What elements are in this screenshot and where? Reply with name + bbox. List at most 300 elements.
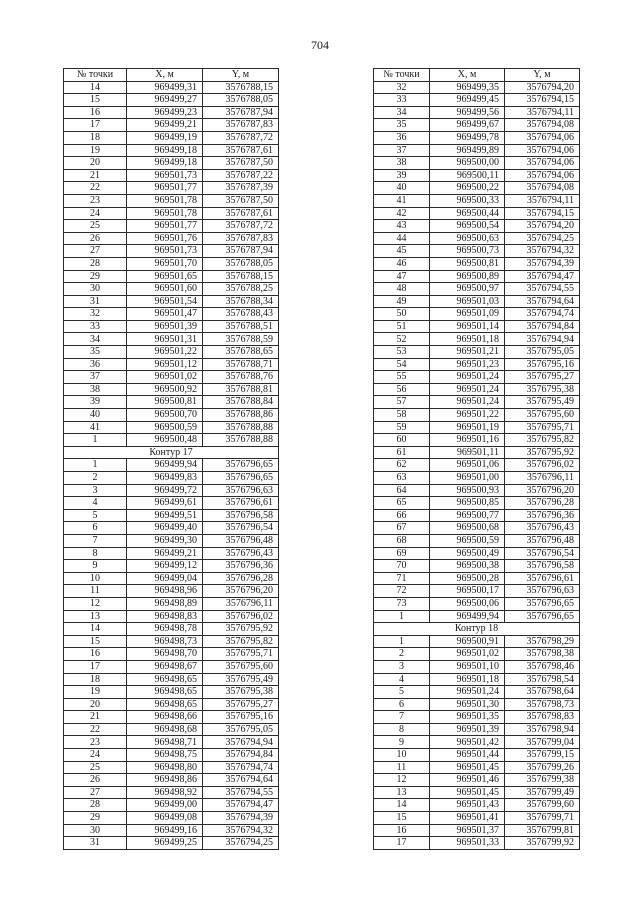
point-number-cell: 22 [64, 723, 127, 736]
table-row [374, 144, 580, 157]
x-coordinate-cell: 969500,28 [430, 572, 505, 585]
y-coordinate-cell: 3576794,32 [203, 824, 279, 837]
x-coordinate-cell: 969498,78 [127, 623, 203, 636]
point-number-cell: 9 [374, 736, 430, 749]
y-coordinate-cell: 3576794,20 [505, 220, 580, 233]
point-number-cell: 36 [64, 358, 127, 371]
point-number-cell: 63 [374, 472, 430, 485]
y-coordinate-cell: 3576788,81 [203, 383, 279, 396]
y-coordinate-cell: 3576796,58 [505, 560, 580, 573]
point-number-cell: 21 [64, 711, 127, 724]
point-number-cell: 23 [64, 736, 127, 749]
point-number-cell: 14 [64, 623, 127, 636]
x-coordinate-cell: 969500,49 [430, 547, 505, 560]
x-coordinate-cell: 969501,78 [127, 194, 203, 207]
x-coordinate-cell: 969501,09 [430, 308, 505, 321]
table-header-row [374, 69, 580, 82]
x-coordinate-cell: 969501,24 [430, 383, 505, 396]
point-number-cell: 10 [374, 749, 430, 762]
y-coordinate-cell: 3576799,71 [505, 812, 580, 825]
table-row [64, 660, 279, 673]
point-number-cell: 6 [374, 698, 430, 711]
x-coordinate-cell: 969498,67 [127, 660, 203, 673]
point-number-cell: 60 [374, 434, 430, 447]
table-row [64, 119, 279, 132]
y-coordinate-cell: 3576794,06 [505, 144, 580, 157]
header-point-number: № точки [64, 69, 127, 82]
x-coordinate-cell: 969501,03 [430, 295, 505, 308]
x-coordinate-cell: 969499,12 [127, 560, 203, 573]
x-coordinate-cell: 969500,11 [430, 169, 505, 182]
table-row [374, 245, 580, 258]
point-number-cell: 33 [64, 320, 127, 333]
point-number-cell: 49 [374, 295, 430, 308]
table-row [64, 534, 279, 547]
table-row [374, 131, 580, 144]
x-coordinate-cell: 969501,43 [430, 799, 505, 812]
point-number-cell: 8 [374, 723, 430, 736]
y-coordinate-cell: 3576799,60 [505, 799, 580, 812]
y-coordinate-cell: 3576787,50 [203, 194, 279, 207]
table-row [64, 232, 279, 245]
x-coordinate-cell: 969501,23 [430, 358, 505, 371]
x-coordinate-cell: 969501,31 [127, 333, 203, 346]
contour-label: Контур 17 [64, 446, 279, 459]
x-coordinate-cell: 969501,73 [127, 169, 203, 182]
point-number-cell: 67 [374, 522, 430, 535]
point-number-cell: 51 [374, 320, 430, 333]
table-row [64, 686, 279, 699]
x-coordinate-cell: 969500,89 [430, 270, 505, 283]
point-number-cell: 41 [64, 421, 127, 434]
table-row [374, 686, 580, 699]
x-coordinate-cell: 969501,47 [127, 308, 203, 321]
point-number-cell: 52 [374, 333, 430, 346]
table-row [374, 194, 580, 207]
x-coordinate-cell: 969500,77 [430, 509, 505, 522]
table-row [374, 484, 580, 497]
x-coordinate-cell: 969499,45 [430, 94, 505, 107]
x-coordinate-cell: 969498,70 [127, 648, 203, 661]
table-row [64, 81, 279, 94]
table-row [64, 346, 279, 359]
table-row [64, 194, 279, 207]
table-row [374, 383, 580, 396]
table-row [64, 169, 279, 182]
table-row [374, 320, 580, 333]
header-y: Y, м [505, 69, 580, 82]
x-coordinate-cell: 969499,51 [127, 509, 203, 522]
x-coordinate-cell: 969500,59 [430, 534, 505, 547]
table-row [64, 610, 279, 623]
table-row [374, 774, 580, 787]
table-row [374, 522, 580, 535]
point-number-cell: 3 [64, 484, 127, 497]
x-coordinate-cell: 969498,65 [127, 686, 203, 699]
table-row [374, 560, 580, 573]
header-y: Y, м [203, 69, 279, 82]
x-coordinate-cell: 969499,16 [127, 824, 203, 837]
point-number-cell: 24 [64, 749, 127, 762]
x-coordinate-cell: 969501,19 [430, 421, 505, 434]
x-coordinate-cell: 969501,18 [430, 333, 505, 346]
point-number-cell: 54 [374, 358, 430, 371]
y-coordinate-cell: 3576794,11 [505, 194, 580, 207]
header-x: X, м [430, 69, 505, 82]
x-coordinate-cell: 969501,78 [127, 207, 203, 220]
y-coordinate-cell: 3576798,73 [505, 698, 580, 711]
table-row [374, 723, 580, 736]
y-coordinate-cell: 3576795,38 [203, 686, 279, 699]
table-row [374, 119, 580, 132]
y-coordinate-cell: 3576795,16 [203, 711, 279, 724]
table-row [64, 459, 279, 472]
point-number-cell: 21 [64, 169, 127, 182]
y-coordinate-cell: 3576788,84 [203, 396, 279, 409]
point-number-cell: 12 [64, 597, 127, 610]
point-number-cell: 34 [64, 333, 127, 346]
table-row [374, 812, 580, 825]
point-number-cell: 55 [374, 371, 430, 384]
table-row [64, 434, 279, 447]
y-coordinate-cell: 3576798,64 [505, 686, 580, 699]
table-row [374, 585, 580, 598]
point-number-cell: 41 [374, 194, 430, 207]
x-coordinate-cell: 969498,92 [127, 786, 203, 799]
point-number-cell: 25 [64, 220, 127, 233]
y-coordinate-cell: 3576796,65 [505, 597, 580, 610]
x-coordinate-cell: 969501,22 [127, 346, 203, 359]
y-coordinate-cell: 3576799,15 [505, 749, 580, 762]
x-coordinate-cell: 969501,65 [127, 270, 203, 283]
y-coordinate-cell: 3576794,08 [505, 119, 580, 132]
table-row [64, 358, 279, 371]
table-row [374, 446, 580, 459]
y-coordinate-cell: 3576787,61 [203, 207, 279, 220]
y-coordinate-cell: 3576787,50 [203, 157, 279, 170]
y-coordinate-cell: 3576798,46 [505, 660, 580, 673]
table-row [64, 295, 279, 308]
point-number-cell: 5 [374, 686, 430, 699]
y-coordinate-cell: 3576795,92 [505, 446, 580, 459]
x-coordinate-cell: 969501,06 [430, 459, 505, 472]
table-row [374, 169, 580, 182]
table-row [374, 711, 580, 724]
y-coordinate-cell: 3576794,06 [505, 131, 580, 144]
table-row [64, 711, 279, 724]
coordinates-table-left [63, 68, 279, 850]
table-row [64, 547, 279, 560]
table-row [64, 723, 279, 736]
y-coordinate-cell: 3576796,02 [505, 459, 580, 472]
y-coordinate-cell: 3576788,15 [203, 81, 279, 94]
table-row [374, 106, 580, 119]
y-coordinate-cell: 3576796,20 [505, 484, 580, 497]
y-coordinate-cell: 3576787,72 [203, 220, 279, 233]
y-coordinate-cell: 3576788,51 [203, 320, 279, 333]
table-row [374, 786, 580, 799]
y-coordinate-cell: 3576788,05 [203, 257, 279, 270]
point-number-cell: 5 [64, 509, 127, 522]
y-coordinate-cell: 3576798,54 [505, 673, 580, 686]
x-coordinate-cell: 969498,86 [127, 774, 203, 787]
x-coordinate-cell: 969499,30 [127, 534, 203, 547]
point-number-cell: 20 [64, 698, 127, 711]
point-number-cell: 31 [64, 295, 127, 308]
point-number-cell: 7 [64, 534, 127, 547]
point-number-cell: 9 [64, 560, 127, 573]
point-number-cell: 15 [374, 812, 430, 825]
point-number-cell: 56 [374, 383, 430, 396]
table-row [374, 572, 580, 585]
table-row [64, 421, 279, 434]
point-number-cell: 15 [64, 94, 127, 107]
y-coordinate-cell: 3576796,20 [203, 585, 279, 598]
y-coordinate-cell: 3576799,26 [505, 761, 580, 774]
y-coordinate-cell: 3576794,64 [203, 774, 279, 787]
y-coordinate-cell: 3576795,38 [505, 383, 580, 396]
x-coordinate-cell: 969499,00 [127, 799, 203, 812]
y-coordinate-cell: 3576788,25 [203, 283, 279, 296]
table-row [64, 648, 279, 661]
table-row [64, 824, 279, 837]
point-number-cell: 26 [64, 774, 127, 787]
x-coordinate-cell: 969500,92 [127, 383, 203, 396]
point-number-cell: 62 [374, 459, 430, 472]
y-coordinate-cell: 3576794,15 [505, 207, 580, 220]
y-coordinate-cell: 3576788,88 [203, 434, 279, 447]
point-number-cell: 46 [374, 257, 430, 270]
point-number-cell: 15 [64, 635, 127, 648]
x-coordinate-cell: 969501,46 [430, 774, 505, 787]
x-coordinate-cell: 969501,18 [430, 673, 505, 686]
table-row [374, 648, 580, 661]
x-coordinate-cell: 969500,97 [430, 283, 505, 296]
table-row [64, 472, 279, 485]
x-coordinate-cell: 969499,04 [127, 572, 203, 585]
point-number-cell: 45 [374, 245, 430, 258]
y-coordinate-cell: 3576788,88 [203, 421, 279, 434]
x-coordinate-cell: 969500,06 [430, 597, 505, 610]
point-number-cell: 23 [64, 194, 127, 207]
table-row [64, 182, 279, 195]
point-number-cell: 11 [374, 761, 430, 774]
x-coordinate-cell: 969501,02 [430, 648, 505, 661]
table-row [64, 220, 279, 233]
point-number-cell: 35 [64, 346, 127, 359]
y-coordinate-cell: 3576788,34 [203, 295, 279, 308]
y-coordinate-cell: 3576794,06 [505, 157, 580, 170]
table-row [374, 749, 580, 762]
y-coordinate-cell: 3576795,92 [203, 623, 279, 636]
point-number-cell: 31 [64, 837, 127, 850]
y-coordinate-cell: 3576794,25 [203, 837, 279, 850]
x-coordinate-cell: 969501,21 [430, 346, 505, 359]
x-coordinate-cell: 969501,24 [430, 686, 505, 699]
y-coordinate-cell: 3576795,16 [505, 358, 580, 371]
point-number-cell: 7 [374, 711, 430, 724]
point-number-cell: 71 [374, 572, 430, 585]
y-coordinate-cell: 3576799,92 [505, 837, 580, 850]
y-coordinate-cell: 3576794,84 [203, 749, 279, 762]
point-number-cell: 25 [64, 761, 127, 774]
y-coordinate-cell: 3576794,08 [505, 182, 580, 195]
x-coordinate-cell: 969501,60 [127, 283, 203, 296]
x-coordinate-cell: 969501,77 [127, 182, 203, 195]
x-coordinate-cell: 969499,56 [430, 106, 505, 119]
y-coordinate-cell: 3576794,25 [505, 232, 580, 245]
point-number-cell: 2 [374, 648, 430, 661]
x-coordinate-cell: 969499,27 [127, 94, 203, 107]
y-coordinate-cell: 3576788,15 [203, 270, 279, 283]
y-coordinate-cell: 3576796,43 [505, 522, 580, 535]
x-coordinate-cell: 969500,33 [430, 194, 505, 207]
x-coordinate-cell: 969501,37 [430, 824, 505, 837]
y-coordinate-cell: 3576798,29 [505, 635, 580, 648]
y-coordinate-cell: 3576796,43 [203, 547, 279, 560]
table-body-left [64, 81, 279, 849]
y-coordinate-cell: 3576799,38 [505, 774, 580, 787]
y-coordinate-cell: 3576796,36 [505, 509, 580, 522]
x-coordinate-cell: 969498,75 [127, 749, 203, 762]
x-coordinate-cell: 969501,73 [127, 245, 203, 258]
x-coordinate-cell: 969498,68 [127, 723, 203, 736]
table-row [374, 94, 580, 107]
table-row [374, 698, 580, 711]
y-coordinate-cell: 3576795,27 [505, 371, 580, 384]
table-row [374, 434, 580, 447]
x-coordinate-cell: 969501,33 [430, 837, 505, 850]
x-coordinate-cell: 969500,38 [430, 560, 505, 573]
x-coordinate-cell: 969499,35 [430, 81, 505, 94]
x-coordinate-cell: 969499,25 [127, 837, 203, 850]
y-coordinate-cell: 3576788,43 [203, 308, 279, 321]
x-coordinate-cell: 969501,77 [127, 220, 203, 233]
y-coordinate-cell: 3576787,39 [203, 182, 279, 195]
point-number-cell: 27 [64, 245, 127, 258]
table-row [64, 257, 279, 270]
x-coordinate-cell: 969499,18 [127, 144, 203, 157]
table-row [374, 333, 580, 346]
x-coordinate-cell: 969501,70 [127, 257, 203, 270]
y-coordinate-cell: 3576795,82 [203, 635, 279, 648]
table-row [64, 308, 279, 321]
point-number-cell: 22 [64, 182, 127, 195]
y-coordinate-cell: 3576795,05 [203, 723, 279, 736]
point-number-cell: 57 [374, 396, 430, 409]
x-coordinate-cell: 969500,93 [430, 484, 505, 497]
x-coordinate-cell: 969499,83 [127, 472, 203, 485]
x-coordinate-cell: 969499,31 [127, 81, 203, 94]
y-coordinate-cell: 3576787,72 [203, 131, 279, 144]
y-coordinate-cell: 3576796,61 [505, 572, 580, 585]
x-coordinate-cell: 969501,44 [430, 749, 505, 762]
x-coordinate-cell: 969500,17 [430, 585, 505, 598]
y-coordinate-cell: 3576795,60 [505, 409, 580, 422]
point-number-cell: 20 [64, 157, 127, 170]
x-coordinate-cell: 969501,16 [430, 434, 505, 447]
y-coordinate-cell: 3576799,49 [505, 786, 580, 799]
table-row [64, 673, 279, 686]
point-number-cell: 28 [64, 257, 127, 270]
y-coordinate-cell: 3576796,65 [203, 459, 279, 472]
table-row [374, 597, 580, 610]
x-coordinate-cell: 969501,11 [430, 446, 505, 459]
x-coordinate-cell: 969499,21 [127, 547, 203, 560]
point-number-cell: 13 [374, 786, 430, 799]
x-coordinate-cell: 969499,94 [127, 459, 203, 472]
point-number-cell: 1 [374, 635, 430, 648]
point-number-cell: 4 [374, 673, 430, 686]
table-row [374, 371, 580, 384]
y-coordinate-cell: 3576796,48 [505, 534, 580, 547]
point-number-cell: 43 [374, 220, 430, 233]
table-row [64, 749, 279, 762]
point-number-cell: 37 [374, 144, 430, 157]
table-row [64, 94, 279, 107]
y-coordinate-cell: 3576794,64 [505, 295, 580, 308]
table-row [64, 585, 279, 598]
y-coordinate-cell: 3576794,06 [505, 169, 580, 182]
y-coordinate-cell: 3576796,65 [505, 610, 580, 623]
y-coordinate-cell: 3576794,15 [505, 94, 580, 107]
table-row [64, 333, 279, 346]
table-row [64, 837, 279, 850]
table-row [374, 346, 580, 359]
table-row [374, 761, 580, 774]
table-row [374, 660, 580, 673]
x-coordinate-cell: 969501,24 [430, 371, 505, 384]
table-row [64, 560, 279, 573]
table-row [64, 698, 279, 711]
table-row [64, 106, 279, 119]
x-coordinate-cell: 969500,91 [430, 635, 505, 648]
y-coordinate-cell: 3576796,63 [203, 484, 279, 497]
x-coordinate-cell: 969500,59 [127, 421, 203, 434]
x-coordinate-cell: 969500,85 [430, 497, 505, 510]
x-coordinate-cell: 969501,41 [430, 812, 505, 825]
table-row [64, 522, 279, 535]
x-coordinate-cell: 969500,81 [127, 396, 203, 409]
table-row [64, 131, 279, 144]
page-number: 704 [311, 38, 329, 52]
table-row [374, 220, 580, 233]
point-number-cell: 30 [64, 824, 127, 837]
x-coordinate-cell: 969500,73 [430, 245, 505, 258]
y-coordinate-cell: 3576795,60 [203, 660, 279, 673]
point-number-cell: 68 [374, 534, 430, 547]
y-coordinate-cell: 3576795,71 [505, 421, 580, 434]
point-number-cell: 40 [374, 182, 430, 195]
point-number-cell: 37 [64, 371, 127, 384]
point-number-cell: 19 [64, 686, 127, 699]
point-number-cell: 18 [64, 673, 127, 686]
x-coordinate-cell: 969501,45 [430, 761, 505, 774]
point-number-cell: 16 [64, 106, 127, 119]
x-coordinate-cell: 969501,14 [430, 320, 505, 333]
point-number-cell: 6 [64, 522, 127, 535]
point-number-cell: 11 [64, 585, 127, 598]
table-row [374, 257, 580, 270]
x-coordinate-cell: 969498,80 [127, 761, 203, 774]
y-coordinate-cell: 3576796,36 [203, 560, 279, 573]
y-coordinate-cell: 3576796,48 [203, 534, 279, 547]
point-number-cell: 29 [64, 270, 127, 283]
table-row [374, 509, 580, 522]
x-coordinate-cell: 969501,02 [127, 371, 203, 384]
x-coordinate-cell: 969498,96 [127, 585, 203, 598]
point-number-cell: 48 [374, 283, 430, 296]
